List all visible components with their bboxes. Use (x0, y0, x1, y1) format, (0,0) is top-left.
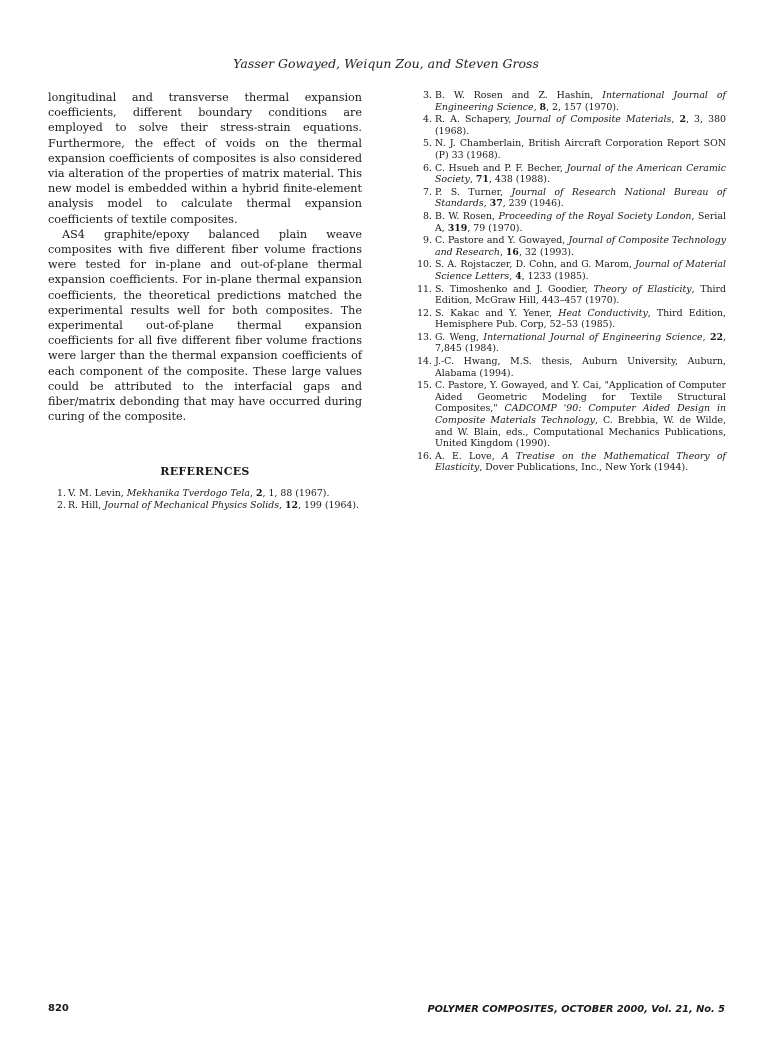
reference-number: 2. (57, 500, 66, 512)
reference-volume: 22 (709, 331, 724, 343)
reference-item: 16. A. E. Love, A Treatise on the Mathematical Theory of Elasticity, Dover Publications, Inc., New York (1944). (410, 451, 726, 474)
right-column (410, 90, 726, 475)
reference-volume: 71 (475, 174, 489, 186)
reference-number: 16. (417, 450, 432, 462)
reference-source: International Journal of Engineering Science (483, 331, 703, 343)
reference-source: Journal of Composite Technology and Research (435, 235, 726, 258)
reference-number: 12. (417, 307, 432, 319)
reference-list-right (410, 90, 726, 474)
reference-source: A Treatise on the Mathematical Theory of Elasticity (435, 450, 727, 474)
reference-volume: 12 (285, 500, 299, 512)
reference-item: 10. S. A. Rojstaczer, D. Cohn, and G. Marom, Journal of Material Science Letters, 4, 1233 (1985). (410, 259, 726, 282)
reference-number: 6. (423, 162, 432, 174)
journal-footer: POLYMER COMPOSITES, OCTOBER 2000, Vol. 21, No. 5 (427, 1004, 725, 1015)
reference-number: 10. (417, 259, 432, 271)
reference-source: Journal of Composite Materials (516, 114, 672, 126)
reference-list-left (48, 488, 362, 512)
reference-number: 9. (423, 235, 432, 247)
reference-item: 15. C. Pastore, Y. Gowayed, and Y. Cai, "Application of Computer Aided Geometric Modeling for Textile Structural Composites," CADCOMP '90: Computer Aided Design in Composite Materials Technology, C. Brebbia, W. de Wilde, and W. Blain, eds., Computational Mechanics Publications, United Kingdom (1990). (410, 380, 726, 450)
reference-source: Mekhanika Tverdogo Tela (126, 487, 250, 499)
reference-item: 1. V. M. Levin, Mekhanika Tverdogo Tela, 2, 1, 88 (1967). (48, 488, 362, 500)
references-heading: REFERENCES (160, 465, 250, 479)
reference-number: 4. (423, 114, 432, 126)
left-column (48, 90, 362, 513)
reference-source: Journal of Mechanical Physics Solids (104, 500, 280, 512)
reference-source: Journal of Material Science Letters (435, 259, 726, 282)
reference-source: International Journal of Engineering Science (435, 90, 726, 113)
reference-volume: 37 (489, 198, 503, 210)
reference-number: 14. (417, 356, 432, 368)
reference-volume: 16 (505, 246, 519, 258)
reference-item: 9. C. Pastore and Y. Gowayed, Journal of Composite Technology and Research, 16, 32 (1993). (410, 235, 726, 258)
reference-item: 7. P. S. Turner, Journal of Research National Bureau of Standards, 37, 239 (1946). (410, 187, 726, 210)
reference-number: 1. (57, 487, 66, 499)
reference-number: 7. (423, 186, 432, 198)
reference-number: 15. (417, 380, 432, 392)
body-paragraph-1: longitudinal and transverse thermal expansion coefficients, different boundary conditions are employed to solve their stress-strain equations. Furthermore, the effect of voids on the thermal expansion coefficients of composites is also considered via alteration of the properties of matrix material. This new model is embedded within a hybrid finite-element analysis model to calculate thermal expansion coefficients of textile composites. (48, 91, 362, 226)
reference-item: 3. B. W. Rosen and Z. Hashin, International Journal of Engineering Science, 8, 2, 157 (1970). (410, 90, 726, 113)
reference-number: 5. (423, 138, 432, 150)
reference-item: 12. S. Kakac and Y. Yener, Heat Conductivity, Third Edition, Hemisphere Pub. Corp, 52–53 (1985). (410, 308, 726, 331)
reference-item: 14. J.-C. Hwang, M.S. thesis, Auburn University, Auburn, Alabama (1994). (410, 356, 726, 379)
reference-source: CADCOMP '90: Computer Aided Design in Composite Materials Technology (435, 403, 727, 427)
reference-source: Journal of the American Ceramic Society (435, 162, 726, 186)
reference-item: 8. B. W. Rosen, Proceeding of the Royal Society London, Serial A, 319, 79 (1970). (410, 211, 726, 234)
reference-number: 3. (423, 90, 432, 101)
reference-source: Proceeding of the Royal Society London (498, 210, 692, 222)
reference-item: 4. R. A. Schapery, Journal of Composite Materials, 2, 3, 380 (1968). (410, 114, 726, 137)
reference-source: Journal of Research National Bureau of Standards (435, 186, 726, 210)
reference-number: 8. (423, 210, 432, 222)
reference-volume: 319 (447, 222, 468, 234)
reference-volume: 2 (255, 487, 263, 499)
reference-volume: 8 (539, 101, 547, 113)
reference-volume: 2 (679, 114, 686, 126)
running-header: Yasser Gowayed, Weiqun Zou, and Steven Gross (233, 56, 539, 71)
reference-number: 11. (417, 283, 432, 295)
reference-source: Theory of Elasticity (593, 283, 692, 295)
reference-item: 6. C. Hsueh and P. F. Becher, Journal of the American Ceramic Society, 71, 438 (1988). (410, 163, 726, 186)
reference-source: Heat Conductivity (558, 307, 648, 319)
reference-item: 11. S. Timoshenko and J. Goodier, Theory of Elasticity, Third Edition, McGraw Hill, 443–457 (1970). (410, 284, 726, 307)
reference-number: 13. (417, 331, 432, 343)
body-paragraph-2: AS4 graphite/epoxy balanced plain weave composites with five different fiber volume fractions were tested for in-plane and out-of-plane thermal expansion coefficients. For in-plane thermal expansion coefficients, the theoretical predictions matched the experimental results well for both composites. The experimental out-of-plane thermal expansion coefficients for all five different fiber volume fractions were larger than the thermal expansion coefficients of each component of the composite. These large values could be attributed to the interfacial gaps and fiber/matrix debonding that may have occurred during curing of the composite. (48, 227, 362, 424)
reference-item: 5. N. J. Chamberlain, British Aircraft Corporation Report SON (P) 33 (1968). (410, 138, 726, 161)
reference-item: 13. G. Weng, International Journal of Engineering Science, 22, 7,845 (1984). (410, 332, 726, 355)
reference-volume: 4 (515, 270, 522, 282)
reference-item: 2. R. Hill, Journal of Mechanical Physics Solids, 12, 199 (1964). (48, 500, 362, 512)
page-number: 820 (48, 1003, 69, 1014)
